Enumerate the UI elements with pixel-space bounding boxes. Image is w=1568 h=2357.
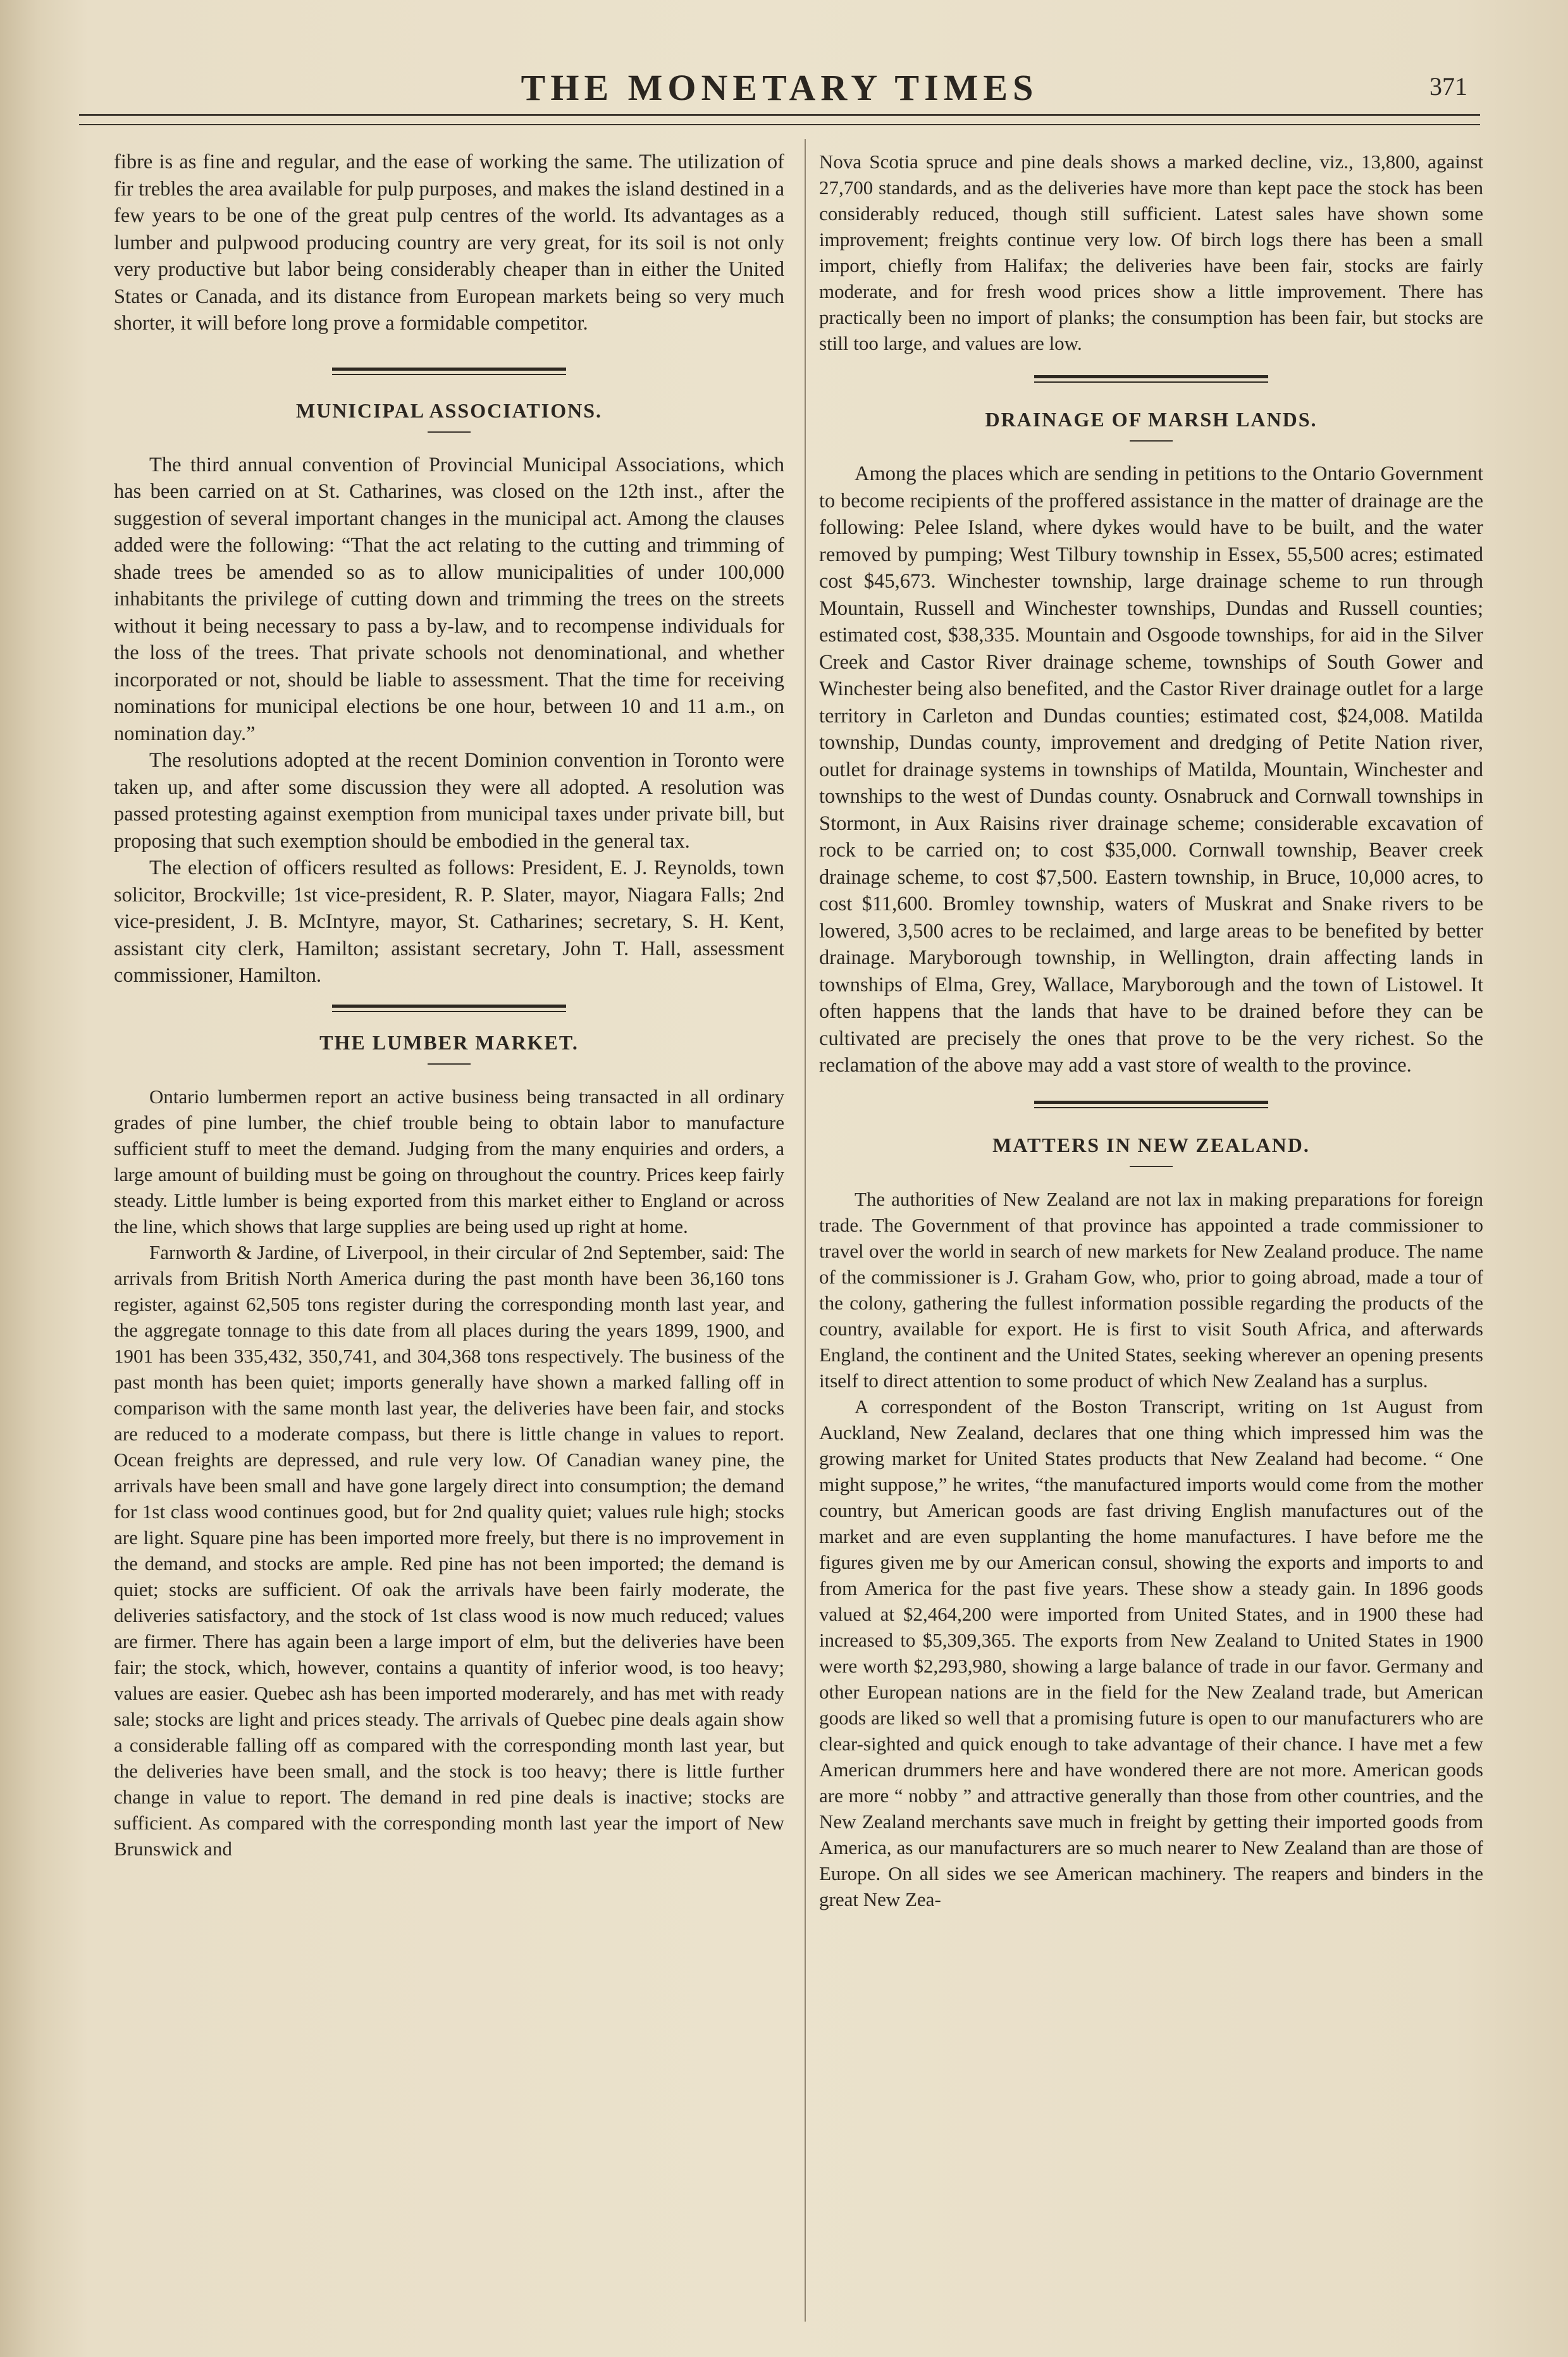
left-column (114, 149, 784, 1862)
header-rule (79, 114, 1480, 116)
article-heading-drainage: DRAINAGE OF MARSH LANDS. (985, 408, 1318, 431)
section-separator (1034, 375, 1268, 383)
section-separator (332, 368, 566, 375)
article-heading-lumber: THE LUMBER MARKET. (319, 1030, 579, 1054)
right-column (819, 149, 1483, 1912)
article-paragraph: A correspondent of the Boston Transcript, writing on 1st August from Auckland, New Zealand, declares that one thing which impressed him was the growing market for United States products that New Zealand had become. “ One might suppose,” he writes, “the manufactured imports would come from the mother country, but American goods are fast driving English manufactures out of the market and are even supplanting the home manufactures. I have before me the figures given me by our American consul, showing the exports and imports to and from America for the past five years. These show a steady gain. In 1896 goods valued at $2,464,200 were imported from United States, and in 1900 these had increased to $5,309,365. The exports from New Zealand to United States in 1900 were worth $2,293,980, showing a large balance of trade in our favor. Germany and other European nations are in the field for the New Zealand trade, but American goods are liked so well that a promising future is open to our manufacturers who are clear-sighted and quick enough to take advantage of their chance. I have met a few American drummers here and have wondered there are not more. American goods are more “ nobby ” and attractive generally than those from other countries, and the New Zealand merchants save much in freight by getting their imported goods from America, as our manufacturers are so much nearer to New Zealand than are those of Europe. On all sides we see American machinery. The reapers and binders in the great New Zea- (819, 1395, 1483, 1910)
header-rule-secondary (79, 124, 1480, 125)
continued-article-text: fibre is as fine and regular, and the ease of working the same. The utilization of fir trebles the area available for pulp purposes, and makes the island destined in a few years to be one of the great pulp centres of the world. Its advantages as a lumber and pulpwood producing country are very great, for its soil is not only very productive but labor being considerably cheaper than in either the United States or Canada, and its distance from European markets being so very much shorter, it will before long prove a formidable competitor. (114, 151, 784, 335)
article-paragraph: The third annual convention of Provincial Municipal Associations, which has been carried on at St. Catharines, was closed on the 12th inst., after the suggestion of several important changes in the municipal act. Among the clauses added were the following: “That the act relating to the cutting and trimming of shade trees be amended so as to allow municipalities of under 100,000 inhabitants the privilege of cutting down and trimming the trees on the streets without it being necessary to pass a by-law, and to recompense individuals for the loss of the trees. That private schools not denominational, and whether incorporated or not, should be liable to assessment. That the time for receiving nominations for municipal elections be one hour, between 10 and 11 a.m., on nomination day.” (114, 453, 784, 745)
article-heading-municipal: MUNICIPAL ASSOCIATIONS. (295, 399, 602, 422)
section-separator (1034, 1101, 1268, 1108)
publication-title: THE MONETARY TIMES (521, 67, 1039, 108)
article-paragraph: The resolutions adopted at the recent Dominion convention in Toronto were taken up, and after some discussion they were all adopted. A resolution was passed protesting against exemption from municipal taxes under private bill, but proposing that such exemption should be embodied in the general tax. (114, 749, 784, 853)
article-paragraph: The authorities of New Zealand are not lax in making preparations for foreign trade. The Government of that province has appointed a trade commissioner to travel over the world in search of new markets for New Zealand produce. The name of the commissioner is J. Graham Gow, who, prior to going abroad, made a tour of the colony, gathering the fullest information possible regarding the products of the country, available for export. He is first to visit South Africa, and afterwards England, the continent and the United States, seeking wherever an opening presents itself to direct attention to some product of which New Zealand has a surplus. (819, 1187, 1483, 1392)
article-heading-new-zealand: MATTERS IN NEW ZEALAND. (992, 1133, 1310, 1156)
page-number: 371 (1429, 72, 1467, 101)
article-paragraph: Among the places which are sending in petitions to the Ontario Government to become recipients of the proffered assistance in the matter of drainage are the following: Pelee Island, where dykes would have to be built, and the water removed by pumping; West Tilbury township in Essex, 55,500 acres; estimated cost $45,673. Winchester township, large drainage scheme to run through Mountain, Russell and Winchester townships, Dundas and Russell counties; estimated cost, $38,335. Mountain and Osgoode townships, for aid in the Silver Creek and Castor River drainage scheme, townships of South Gower and Winchester being also benefited, and the Castor River drainage outlet for a large territory in Carleton and Dundas counties; estimated cost, $24,008. Matilda township, Dundas county, improvement and dredging of Petite Nation river, outlet for drainage systems in townships of Matilda, Mountain, Winchester and townships to the west of Dundas county. Osnabruck and Cornwall townships in Stormont, in Aux Raisins river drainage scheme; considerable excavation of rock to be carried on; to cost $35,000. Cornwall township, Beaver creek drainage scheme, to cost $7,500. Eastern township, in Bruce, 10,000 acres, to cost $11,600. Bromley township, waters of Muskrat and Snake rivers to be lowered, 3,500 acres to be reclaimed, and large areas to be benefited by better drainage. Maryborough township, in Wellington, drain affecting lands in townships of Elma, Grey, Wallace, Maryborough and the town of Listowel. It often happens that the lands that have to be drained before they can be cultivated are precisely the ones that prove to be the very richest. So the reclamation of the above may add a vast store of wealth to the province. (819, 462, 1483, 1077)
article-paragraph: The election of officers resulted as follows: President, E. J. Reynolds, town solicitor, Brockville; 1st vice-president, R. P. Slater, mayor, Niagara Falls; 2nd vice-president, J. B. McIntyre, mayor, St. Catharines; secretary, S. H. Kent, assistant city clerk, Hamilton; assistant secretary, John T. Hall, assessment commissioner, Hamilton. (114, 857, 784, 987)
section-separator (332, 1005, 566, 1012)
column-divider (805, 139, 806, 2322)
masthead (79, 60, 1480, 111)
article-paragraph: Farnworth & Jardine, of Liverpool, in their circular of 2nd September, said: The arrivals from British North America during the past month have been 36,160 tons register, against 62,505 tons register during the corresponding month last year, and the aggregate tonnage to this date from all places during the years 1899, 1900, and 1901 has been 335,432, 350,741, and 304,368 tons respectively. The business of the past month has been quiet; imports generally have shown a marked falling off in comparison with the same month last year, the deliveries have been fair, and stocks are reduced to a moderate compass, but there is little change in values to report. Ocean freights are depressed, and rule very low. Of Canadian waney pine, the arrivals have been small and have gone largely direct into consumption; the demand for 1st class wood continues good, but for 2nd quality quiet; values rule high; stocks are light. Square pine has been imported more freely, but there is no improvement in the demand, and stocks are ample. Red pine has not been imported; the demand is quiet; stocks are sufficient. Of oak the arrivals have been fairly moderate, the deliveries satisfactory, and the stock of 1st class wood is now much reduced; values are firmer. There has again been a large import of elm, but the deliveries have been fair; the stock, which, however, contains a quantity of inferior wood, is too heavy; values are easier. Quebec ash has been imported moderarely, and has met with ready sale; stocks are light and prices steady. The arrivals of Quebec pine deals again show a considerable falling off as compared with the corresponding month last year, but the deliveries have been small, and the stock is too heavy; there is little further change in value to report. The demand in red pine deals is inactive; stocks are sufficient. As compared with the corresponding month last year the import of New Brunswick and (114, 1240, 784, 1860)
article-paragraph: Ontario lumbermen report an active business being transacted in all ordinary grades of pine lumber, the chief trouble being to obtain labor to manufacture sufficient stuff to meet the demand. Judging from the many enquiries and orders, a large amount of building must be going on throughout the country. Prices keep fairly steady. Little lumber is being exported from this market either to England or across the line, which shows that large supplies are being used up right at home. (114, 1085, 784, 1237)
continued-article-text: Nova Scotia spruce and pine deals shows a marked decline, viz., 13,800, against 27,700 standards, and as the deliveries have more than kept pace the stock has been considerably reduced, though still sufficient. Latest sales have shown some improvement; freights continue very low. Of birch logs there has been a small import, chiefly from Halifax; the deliveries have been fair, stocks are fairly moderate, and for fresh wood prices show a little improvement. There has practically been no import of planks; the consumption has been fair, but stocks are still too large, and values are low. (819, 151, 1483, 354)
